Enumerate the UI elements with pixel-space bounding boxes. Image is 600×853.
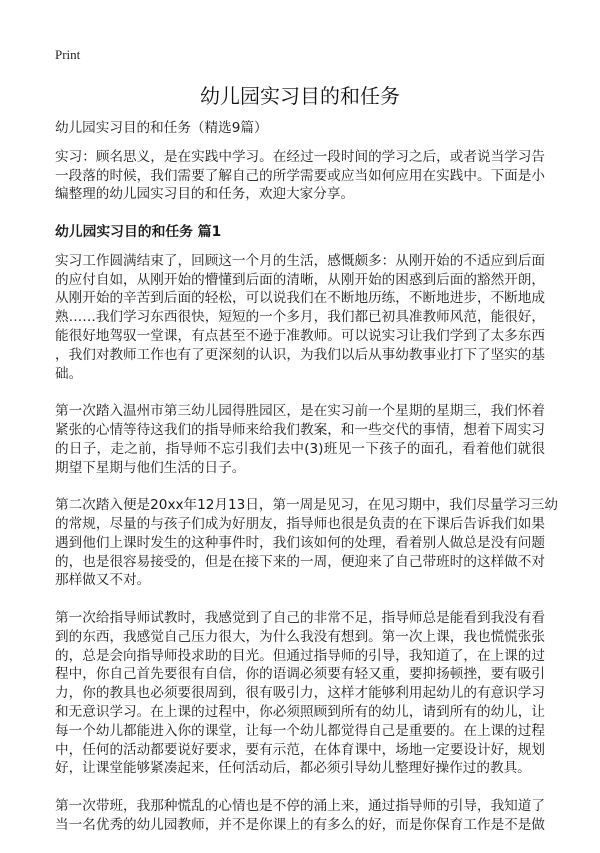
text-line: 编整理的幼儿园实习目的和任务，欢迎大家分享。 xyxy=(55,186,355,203)
paragraph xyxy=(55,496,558,590)
paragraph xyxy=(55,609,545,778)
paragraph xyxy=(55,402,545,477)
document-subtitle: 幼儿园实习目的和任务（精选9篇） xyxy=(55,120,268,136)
text-line: 础。 xyxy=(55,365,83,382)
document-title: 幼儿园实习目的和任务 xyxy=(200,84,400,108)
text-line: 的，也是很容易接受的，但是在接下来的一周，便迎来了自己带班时的这样做不对 xyxy=(55,553,545,570)
text-line: 紧张的心情等待这我们的指导师来给我们教案，和一些交代的事情，想着下周实习 xyxy=(55,421,545,438)
text-line: 当一名优秀的幼儿园教师，并不是你课上的有多么的好，而是你保育工作是不是做 xyxy=(55,816,545,833)
text-line: 从刚开始的辛苦到后面的轻松，可以说我们在不断地历练，不断地进步，不断地成 xyxy=(55,290,545,307)
text-line: 的日子，走之前，指导师不忘引我们去中(3)班见一下孩子的面孔，看着他们就很 xyxy=(55,440,545,457)
text-line: 每一个幼儿都能进入你的课堂，让每一个幼儿都觉得自己是重要的。在上课的过程 xyxy=(55,722,545,739)
text-line: 第一次带班，我那种慌乱的心情也是不停的涌上来，通过指导师的引导，我知道了 xyxy=(55,797,545,814)
text-line: 的应付自如，从刚开始的懵懂到后面的清晰，从刚开始的困惑到后面的豁然开朗， xyxy=(55,271,545,288)
text-line: 熟……我们学习东西很快，短短的一个多月，我们都已初具准教师风范，能很好， xyxy=(55,309,545,326)
text-line: 能很好地驾驭一堂课，有点甚至不逊于准教师。可以说实习让我们学到了太多东西 xyxy=(55,327,545,344)
text-line: 的，总是会向指导师投求助的目光。但通过指导师的引导，我知道了，在上课的过 xyxy=(55,647,545,664)
text-line: 期望下星期与他们生活的日子。 xyxy=(55,459,246,476)
text-line: 实习：顾名思义，是在实践中学习。在经过一段时间的学习之后，或者说当学习告 xyxy=(55,148,545,165)
text-line: 到的东西，我感觉自己压力很大，为什么我没有想到。第一次上课，我也慌慌张张 xyxy=(55,628,545,645)
text-line: ，我们对教师工作也有了更深刻的认识，为我们以后从事幼教事业打下了坚实的基 xyxy=(55,346,545,363)
text-line: 好，让课堂能够紧凑起来，任何活动后，都必须引导幼儿整理好操作过的教具。 xyxy=(55,760,531,777)
text-line: 一段落的时候，我们需要了解自己的所学需要或应当如何应用在实践中。下面是小 xyxy=(55,167,545,184)
text-line: 第一次踏入温州市第三幼儿园得胜园区，是在实习前一个星期的星期三，我们怀着 xyxy=(55,403,545,420)
text-line: 的常规，尽量的与孩子们成为好朋友，指导师也很是负责的在下课后告诉我们如果 xyxy=(55,515,545,532)
section-heading: 幼儿园实习目的和任务 篇1 xyxy=(55,223,222,240)
text-line: 力，你的教具也必须要很周到，很有吸引力，这样才能够利用起幼儿的有意识学习 xyxy=(55,685,545,702)
text-line: 中，任何的活动都要说好要求，要有示范，在体育课中，场地一定要设计好，规划 xyxy=(55,741,545,758)
text-line: 第一次给指导师试教时，我感觉到了自己的非常不足，指导师总是能看到我没有看 xyxy=(55,609,545,626)
text-line: 程中，你自己首先要很有自信，你的语调必须要有轻又重，要抑扬顿挫，要有吸引 xyxy=(55,666,545,683)
text-line: 和无意识学习。在上课的过程中，你必须照顾到所有的幼儿，请到所有的幼儿，让 xyxy=(55,703,545,720)
paragraph xyxy=(55,252,545,384)
article-paragraphs xyxy=(55,252,558,835)
paragraph xyxy=(55,797,545,835)
text-line: 遇到他们上课时发生的这种事件时，我们该如何的处理，看着别人做总是没有问题 xyxy=(55,534,545,551)
text-line: 第二次踏入便是20xx年12月13日，第一周是见习，在见习期中，我们尽量学习三幼 xyxy=(55,497,558,514)
document-body xyxy=(55,119,558,853)
text-line: 实习工作圆满结束了，回顾这一个月的生活，感慨颇多：从刚开始的不适应到后面 xyxy=(55,252,545,269)
intro-paragraph xyxy=(55,148,545,204)
text-line: 那样做又不对。 xyxy=(55,572,151,589)
print-link[interactable]: Print xyxy=(55,47,81,62)
